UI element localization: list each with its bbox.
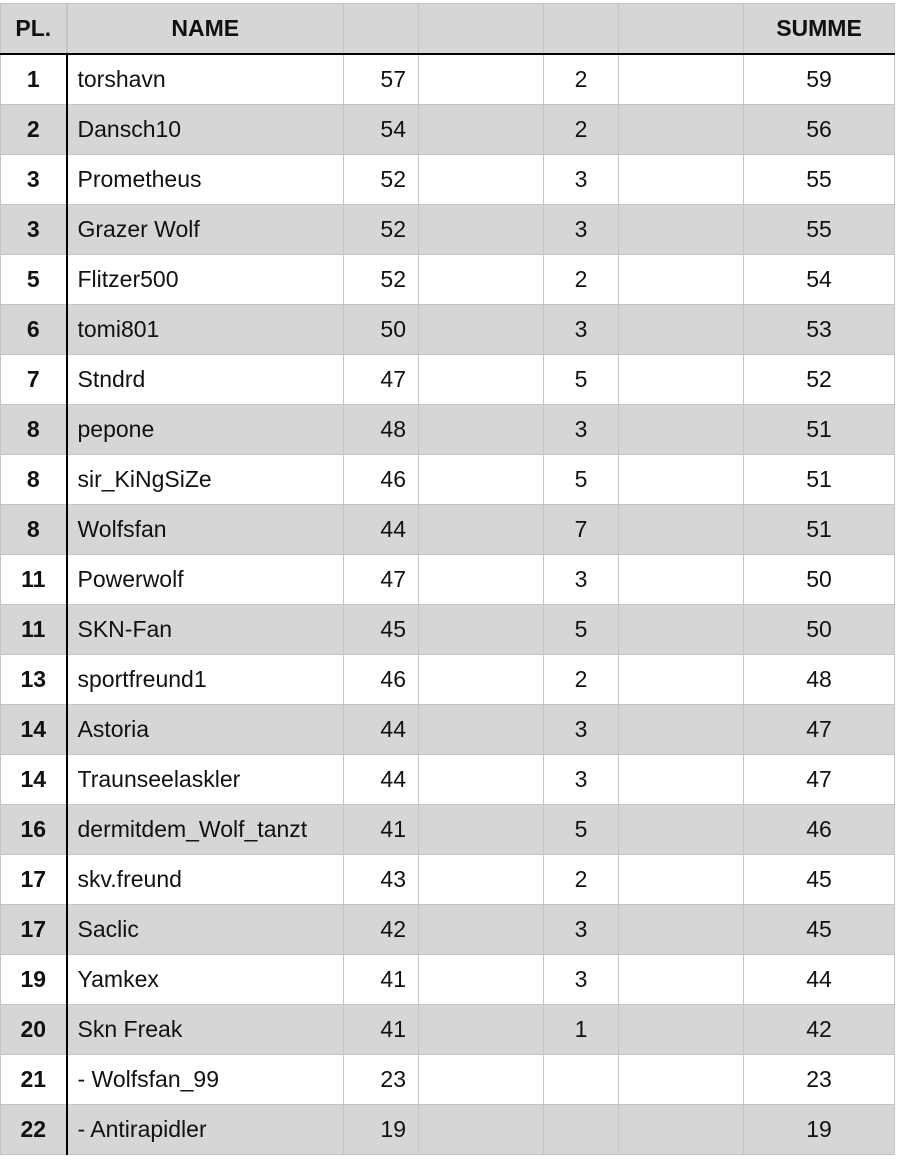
place-cell: 21: [1, 1055, 67, 1105]
table-row: [1, 155, 895, 205]
empty-cell: [619, 1105, 744, 1155]
name-cell: Stndrd: [67, 355, 344, 405]
empty-cell: [619, 105, 744, 155]
empty-cell: [619, 705, 744, 755]
empty-cell: [619, 555, 744, 605]
points-cell: 42: [344, 905, 419, 955]
table-body: [1, 54, 895, 1155]
points-cell: 41: [344, 955, 419, 1005]
header-column-6: [619, 4, 744, 55]
table-row: [1, 54, 895, 105]
table-row: [1, 255, 895, 305]
sum-cell: 23: [744, 1055, 895, 1105]
table-row: [1, 1105, 895, 1155]
bonus-cell: 2: [544, 655, 619, 705]
points-cell: 46: [344, 455, 419, 505]
empty-cell: [619, 255, 744, 305]
name-cell: SKN-Fan: [67, 605, 344, 655]
points-cell: 44: [344, 505, 419, 555]
table-row: [1, 705, 895, 755]
points-cell: 52: [344, 255, 419, 305]
place-cell: 2: [1, 105, 67, 155]
bonus-cell: 1: [544, 1005, 619, 1055]
empty-cell: [619, 155, 744, 205]
name-cell: dermitdem_Wolf_tanzt: [67, 805, 344, 855]
bonus-cell: 3: [544, 305, 619, 355]
name-cell: Wolfsfan: [67, 505, 344, 555]
points-cell: 50: [344, 305, 419, 355]
place-cell: 8: [1, 505, 67, 555]
place-cell: 3: [1, 155, 67, 205]
name-cell: Grazer Wolf: [67, 205, 344, 255]
place-cell: 14: [1, 755, 67, 805]
bonus-cell: 5: [544, 605, 619, 655]
table-row: [1, 605, 895, 655]
empty-cell: [419, 355, 544, 405]
points-cell: 57: [344, 54, 419, 105]
empty-cell: [419, 505, 544, 555]
bonus-cell: 2: [544, 105, 619, 155]
bonus-cell: 3: [544, 155, 619, 205]
table-row: [1, 555, 895, 605]
header-place: PL.: [1, 4, 67, 55]
bonus-cell: 3: [544, 705, 619, 755]
empty-cell: [619, 1005, 744, 1055]
table-row: [1, 755, 895, 805]
header-row: [1, 4, 895, 55]
sum-cell: 59: [744, 54, 895, 105]
empty-cell: [419, 155, 544, 205]
table-row: [1, 1005, 895, 1055]
header-name: NAME: [67, 4, 344, 55]
empty-cell: [619, 54, 744, 105]
empty-cell: [619, 905, 744, 955]
header-column-3: [344, 4, 419, 55]
empty-cell: [419, 855, 544, 905]
name-cell: Saclic: [67, 905, 344, 955]
empty-cell: [619, 505, 744, 555]
bonus-cell: [544, 1105, 619, 1155]
name-cell: sir_KiNgSiZe: [67, 455, 344, 505]
points-cell: 46: [344, 655, 419, 705]
bonus-cell: 2: [544, 54, 619, 105]
empty-cell: [619, 405, 744, 455]
empty-cell: [419, 955, 544, 1005]
sum-cell: 50: [744, 555, 895, 605]
sum-cell: 42: [744, 1005, 895, 1055]
table-row: [1, 205, 895, 255]
sum-cell: 45: [744, 855, 895, 905]
points-cell: 41: [344, 805, 419, 855]
points-cell: 47: [344, 555, 419, 605]
header-column-4: [419, 4, 544, 55]
bonus-cell: 2: [544, 255, 619, 305]
points-cell: 54: [344, 105, 419, 155]
place-cell: 11: [1, 555, 67, 605]
name-cell: Traunseelaskler: [67, 755, 344, 805]
table-row: [1, 455, 895, 505]
empty-cell: [619, 805, 744, 855]
bonus-cell: 3: [544, 955, 619, 1005]
table-row: [1, 405, 895, 455]
bonus-cell: 2: [544, 855, 619, 905]
points-cell: 44: [344, 755, 419, 805]
sum-cell: 44: [744, 955, 895, 1005]
sum-cell: 55: [744, 205, 895, 255]
points-cell: 52: [344, 205, 419, 255]
empty-cell: [419, 705, 544, 755]
place-cell: 17: [1, 905, 67, 955]
bonus-cell: 3: [544, 205, 619, 255]
bonus-cell: 7: [544, 505, 619, 555]
empty-cell: [419, 555, 544, 605]
place-cell: 1: [1, 54, 67, 105]
table-row: [1, 955, 895, 1005]
name-cell: Skn Freak: [67, 1005, 344, 1055]
sum-cell: 19: [744, 1105, 895, 1155]
place-cell: 16: [1, 805, 67, 855]
table-row: [1, 905, 895, 955]
name-cell: torshavn: [67, 54, 344, 105]
header-column-5: [544, 4, 619, 55]
sum-cell: 54: [744, 255, 895, 305]
place-cell: 6: [1, 305, 67, 355]
name-cell: skv.freund: [67, 855, 344, 905]
empty-cell: [419, 1105, 544, 1155]
sum-cell: 48: [744, 655, 895, 705]
sum-cell: 45: [744, 905, 895, 955]
table-row: [1, 805, 895, 855]
empty-cell: [419, 205, 544, 255]
table-row: [1, 655, 895, 705]
points-cell: 52: [344, 155, 419, 205]
empty-cell: [619, 305, 744, 355]
name-cell: Dansch10: [67, 105, 344, 155]
empty-cell: [419, 1005, 544, 1055]
empty-cell: [419, 455, 544, 505]
bonus-cell: 3: [544, 555, 619, 605]
empty-cell: [419, 1055, 544, 1105]
place-cell: 14: [1, 705, 67, 755]
empty-cell: [419, 605, 544, 655]
sum-cell: 52: [744, 355, 895, 405]
sum-cell: 51: [744, 505, 895, 555]
table-row: [1, 355, 895, 405]
table-row: [1, 1055, 895, 1105]
place-cell: 20: [1, 1005, 67, 1055]
empty-cell: [619, 205, 744, 255]
table-row: [1, 305, 895, 355]
empty-cell: [419, 905, 544, 955]
sum-cell: 51: [744, 405, 895, 455]
empty-cell: [419, 405, 544, 455]
bonus-cell: 5: [544, 355, 619, 405]
sum-cell: 47: [744, 755, 895, 805]
empty-cell: [619, 855, 744, 905]
name-cell: pepone: [67, 405, 344, 455]
name-cell: Powerwolf: [67, 555, 344, 605]
empty-cell: [619, 355, 744, 405]
bonus-cell: [544, 1055, 619, 1105]
place-cell: 7: [1, 355, 67, 405]
place-cell: 17: [1, 855, 67, 905]
sum-cell: 51: [744, 455, 895, 505]
sum-cell: 55: [744, 155, 895, 205]
bonus-cell: 3: [544, 755, 619, 805]
header-sum: SUMME: [744, 4, 895, 55]
ranking-table: [0, 3, 895, 1155]
name-cell: Flitzer500: [67, 255, 344, 305]
points-cell: 48: [344, 405, 419, 455]
bonus-cell: 3: [544, 905, 619, 955]
empty-cell: [619, 655, 744, 705]
place-cell: 8: [1, 455, 67, 505]
name-cell: tomi801: [67, 305, 344, 355]
sum-cell: 47: [744, 705, 895, 755]
place-cell: 13: [1, 655, 67, 705]
empty-cell: [619, 955, 744, 1005]
empty-cell: [419, 255, 544, 305]
points-cell: 44: [344, 705, 419, 755]
bonus-cell: 5: [544, 455, 619, 505]
points-cell: 45: [344, 605, 419, 655]
points-cell: 47: [344, 355, 419, 405]
sum-cell: 56: [744, 105, 895, 155]
name-cell: sportfreund1: [67, 655, 344, 705]
sum-cell: 53: [744, 305, 895, 355]
name-cell: Astoria: [67, 705, 344, 755]
empty-cell: [619, 605, 744, 655]
place-cell: 8: [1, 405, 67, 455]
bonus-cell: 3: [544, 405, 619, 455]
table-row: [1, 105, 895, 155]
table-row: [1, 855, 895, 905]
name-cell: Yamkex: [67, 955, 344, 1005]
table-row: [1, 505, 895, 555]
empty-cell: [419, 755, 544, 805]
empty-cell: [419, 655, 544, 705]
points-cell: 41: [344, 1005, 419, 1055]
place-cell: 3: [1, 205, 67, 255]
empty-cell: [619, 755, 744, 805]
bonus-cell: 5: [544, 805, 619, 855]
place-cell: 5: [1, 255, 67, 305]
empty-cell: [619, 455, 744, 505]
sum-cell: 50: [744, 605, 895, 655]
place-cell: 11: [1, 605, 67, 655]
empty-cell: [419, 54, 544, 105]
points-cell: 23: [344, 1055, 419, 1105]
empty-cell: [419, 305, 544, 355]
place-cell: 19: [1, 955, 67, 1005]
empty-cell: [619, 1055, 744, 1105]
sum-cell: 46: [744, 805, 895, 855]
points-cell: 43: [344, 855, 419, 905]
empty-cell: [419, 105, 544, 155]
empty-cell: [419, 805, 544, 855]
name-cell: - Antirapidler: [67, 1105, 344, 1155]
name-cell: - Wolfsfan_99: [67, 1055, 344, 1105]
name-cell: Prometheus: [67, 155, 344, 205]
place-cell: 22: [1, 1105, 67, 1155]
points-cell: 19: [344, 1105, 419, 1155]
